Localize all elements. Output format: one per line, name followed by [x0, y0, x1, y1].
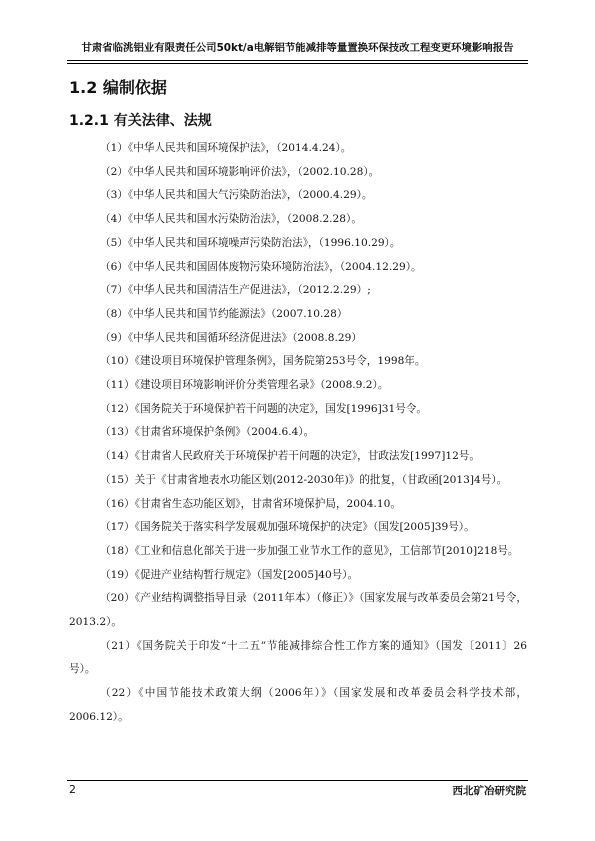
reference-item: （1）《中华人民共和国环境保护法》，（2014.4.24）。 [100, 142, 352, 154]
reference-item: （10）《建设项目环境保护管理条例》，国务院第253号令，1998年。 [100, 355, 426, 368]
subsection-heading: 1.2.1 有关法律、法规 [69, 113, 212, 129]
reference-item: （4）《中华人民共和国水污染防治法》，（2008.2.28）。 [100, 213, 362, 226]
reference-item: （13）《甘肃省环境保护条例》（2004.6.4）。 [100, 426, 315, 439]
reference-item: （16）《甘肃省生态功能区划》，甘肃省环境保护局，2004.10。 [100, 497, 401, 510]
reference-item: （17）《国务院关于落实科学发展观加强环境保护的决定》（国发[2005]39号）。 [100, 521, 475, 534]
section-heading: 1.2 编制依据 [69, 78, 167, 97]
footer-institute: 西北矿冶研究院 [452, 785, 526, 797]
reference-item: （15）关于《甘肃省地表水功能区划(2012-2030年)》的批复，（甘政函[2013]4号）。 [100, 473, 508, 486]
reference-item: （19）《促进产业结构暂行规定》（国发[2005]40号）。 [100, 568, 359, 581]
reference-item: （8）《中华人民共和国节约能源法》（2007.10.28） [100, 307, 348, 320]
reference-item: （3）《中华人民共和国大气污染防治法》，（2000.4.29）。 [100, 189, 373, 202]
reference-item: （14）《甘肃省人民政府关于环境保护若干问题的决定》，甘政法发[1997]12号。 [100, 450, 480, 463]
reference-item: （7）《中华人民共和国清洁生产促进法》，（2012.2.29）; [100, 284, 371, 297]
reference-item: （20）《产业结构调整指导目录（2011年本）（修正）》（国家发展与改革委员会第21号令，2013.2）。 [69, 592, 527, 629]
reference-item: （5）《中华人民共和国环境噪声污染防治法》，（1996.10.29）。 [100, 236, 401, 249]
reference-list [69, 137, 527, 730]
header-rule [67, 60, 528, 61]
footer-rule [67, 780, 528, 781]
reference-item: （22）《中国节能技术政策大纲（2006年）》（国家发展和改革委员会科学技术部，2006.12）。 [69, 687, 527, 723]
reference-item: （12）《国务院关于环境保护若干问题的决定》，国发[1996]31号令。 [100, 402, 428, 415]
reference-item: （9）《中华人民共和国循环经济促进法》（2008.8.29） [100, 331, 362, 344]
reference-item: （2）《中华人民共和国环境影响评价法》，（2002.10.28）。 [100, 165, 380, 178]
page-header-title: 甘肃省临洮铝业有限责任公司50kt/a电解铝节能减排等量置换环保技改工程变更环境影响报告 [81, 42, 514, 54]
reference-item: （21）《国务院关于印发“十二五”节能减排综合性工作方案的通知》（国发〔2011〕26号）。 [69, 639, 527, 676]
reference-item: （18）《工业和信息化部关于进一步加强工业节水工作的意见》，工信部节[2010]218号。 [100, 544, 519, 557]
page-number: 2 [69, 783, 76, 796]
reference-item: （6）《中华人民共和国固体废物污染环境防治法》，（2004.12.29）。 [100, 260, 422, 273]
header-rule-thin [67, 63, 528, 64]
reference-item: （11）《建设项目环境影响评价分类管理名录》（2008.9.2）。 [100, 379, 389, 392]
